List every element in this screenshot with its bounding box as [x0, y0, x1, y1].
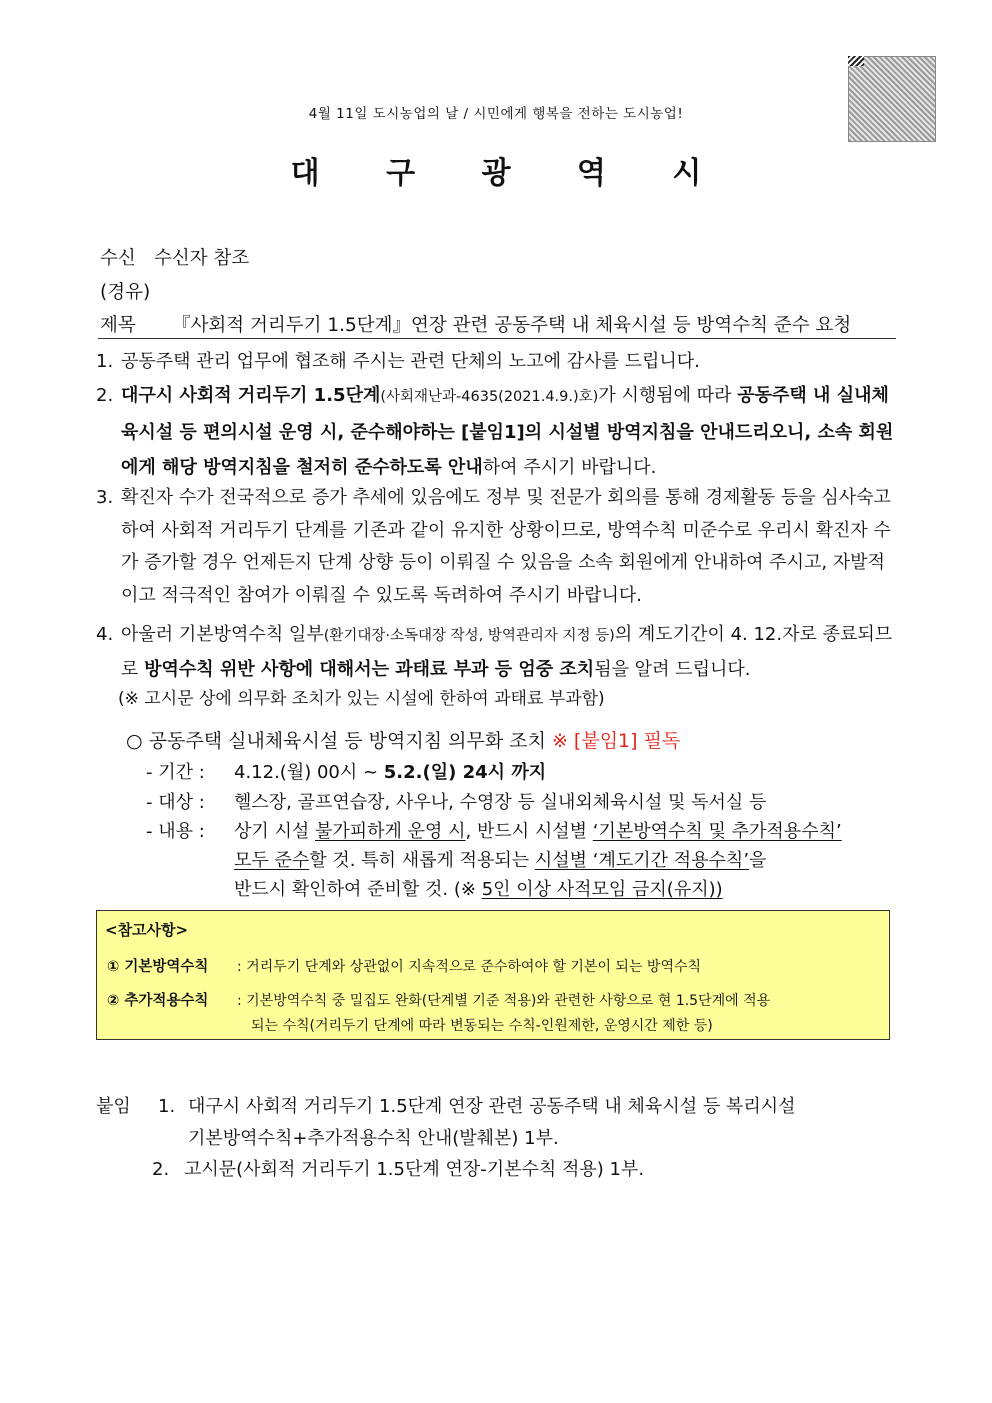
paragraph-number: 4. — [96, 624, 114, 645]
must-read-note: ※ [붙임1] 필독 — [551, 730, 681, 752]
attachment-2 — [152, 1155, 644, 1181]
paragraph-2 — [96, 378, 902, 485]
period-label: - 기간 : — [146, 762, 205, 783]
circle-bullet-icon: ○ — [126, 730, 143, 752]
highlight-text: 방역수칙 위반 사항에 대해서는 과태료 부과 등 엄중 조치 — [144, 659, 595, 680]
reference-box-title: <참고사항> — [105, 921, 189, 939]
target-value: 헬스장, 골프연습장, 사우나, 수영장 등 실내외체육시설 및 독서실 등 — [234, 792, 767, 813]
subject-row — [100, 311, 851, 337]
subject-label: 제목 — [100, 315, 136, 336]
recipient-row — [100, 244, 249, 270]
subject-value: 『사회적 거리두기 1.5단계』연장 관련 공동주택 내 체육시설 등 방역수칙 준수 요청 — [172, 315, 852, 336]
content-text: 반드시 확인하여 준비할 것. (※ — [234, 879, 482, 900]
highlight-text: 대구시 사회적 거리두기 1.5단계 — [121, 385, 381, 406]
content-text: 상기 시설 — [234, 821, 315, 842]
underlined-text: 모두 준수 — [234, 850, 310, 871]
paragraph-text: 가 시행됨에 따라 — [598, 385, 738, 406]
via-row: (경유) — [100, 282, 151, 303]
reference-term: ① 기본방역수칙 — [107, 959, 209, 975]
separator: : — [237, 993, 242, 1009]
highlight-text: 공동주택 내 실내체육시설 등 편의시설 운영 시, 준수해야하는 [붙임1]의 시설별 방역지침을 안내드리오니, 소속 회원에게 해당 방역지침을 철저히 준수하도록 안내 — [121, 385, 894, 478]
measure-content-line-3 — [234, 875, 723, 901]
content-label: - 내용 : — [146, 821, 205, 842]
attachment-text: 대구시 사회적 거리두기 1.5단계 연장 관련 공동주택 내 체육시설 등 복리시설 — [188, 1096, 796, 1117]
paragraph-text: 아울러 기본방역수칙 일부 — [121, 624, 324, 645]
period-end: 5.2.(일) 24시 까지 — [383, 762, 547, 783]
paragraph-text: 확진자 수가 전국적으로 증가 추세에 있음에도 정부 및 전문가 회의를 통해 경제활동 등을 심사숙고하여 사회적 거리두기 단계를 기존과 같이 유지한 상황이므로, 방역수칙 미준수로 우리시 확진자 수가 증가할 경우 언제든지 단계 상향 등이 이뤄질 수 있음을 소속 회원에게 안내하여 주시고, 자발적이고 적극적인 참여가 이뤄질 수 있도록 독려하여 주시기 바랍니다. — [121, 487, 891, 606]
recipient-value: 수신자 참조 — [154, 248, 250, 269]
paragraph-number: 3. — [96, 487, 114, 508]
reference-item-2 — [107, 989, 770, 1010]
qr-corner-mark — [848, 56, 864, 66]
reference-item-1 — [107, 955, 701, 976]
attachment-number: 1. — [158, 1096, 176, 1117]
reference-definition: 거리두기 단계와 상관없이 지속적으로 준수하여야 할 기본이 되는 방역수칙 — [246, 959, 702, 975]
reference-item-2-cont: 되는 수칙(거리두기 단계에 따라 변동되는 수칙-인원제한, 운영시간 제한 등) — [251, 1018, 713, 1034]
slogan: 4월 11일 도시농업의 날 / 시민에게 행복을 전하는 도시농업! — [308, 106, 684, 122]
underlined-text: 5인 이상 사적모임 금지(유지)) — [481, 879, 723, 900]
content-text: 할 것. 특히 새롭게 적용되는 — [309, 850, 535, 871]
paragraph-number: 2. — [96, 385, 114, 406]
paragraph-4 — [96, 618, 902, 686]
attachment-label: 붙임 — [96, 1096, 131, 1117]
reference-detail: (환기대장·소독대장 작성, 방역관리자 지정 등) — [323, 628, 615, 644]
attachment-text: 고시문(사회적 거리두기 1.5단계 연장-기본수칙 적용) 1부. — [184, 1159, 645, 1180]
qr-code-image — [848, 56, 936, 142]
paragraph-text: 하여 주시기 바랍니다. — [482, 457, 657, 478]
reference-term: ② 추가적용수칙 — [107, 993, 209, 1009]
reference-definition: 기본방역수칙 중 밀집도 완화(단계별 기준 적용)와 관련한 사항으로 현 1.5단계에 적용 — [246, 993, 771, 1009]
content-text: 을 — [749, 850, 767, 871]
separator: : — [237, 959, 242, 975]
organization-title: 대 구 광 역 시 — [290, 156, 730, 191]
underlined-text: ‘기본방역수칙 및 추가적용수칙’ — [592, 821, 842, 842]
attachment-1-cont: 기본방역수칙+추가적용수칙 안내(발췌본) 1부. — [188, 1128, 559, 1149]
measure-content-line-2 — [234, 846, 766, 872]
recipient-label: 수신 — [100, 248, 136, 269]
target-label: - 대상 : — [146, 792, 205, 813]
subject-divider — [98, 338, 896, 339]
measure-target — [146, 788, 766, 814]
period-start: 4.12.(월) 00시 ~ — [234, 762, 384, 783]
measure-content — [146, 817, 842, 843]
reference-number: (사회재난과-4635(2021.4.9.)호) — [380, 389, 599, 405]
paragraph-1 — [96, 346, 902, 378]
attachment-1 — [96, 1092, 795, 1118]
attachment-number: 2. — [152, 1159, 170, 1180]
paragraph-text: 됨을 알려 드립니다. — [594, 659, 751, 680]
paragraph-text: 의 계도기간이 4. 12.자로 종료되므로 — [121, 624, 893, 680]
paragraph-text: 공동주택 관리 업무에 협조해 주시는 관련 단체의 노고에 감사를 드립니다. — [121, 351, 700, 372]
underlined-text: 시설별 ‘계도기간 적용수칙’ — [534, 850, 750, 871]
measure-title: 공동주택 실내체육시설 등 방역지침 의무화 조치 — [148, 730, 546, 752]
fine-note: (※ 고시문 상에 의무화 조치가 있는 시설에 한하여 과태료 부과함) — [118, 689, 605, 709]
reference-box — [96, 910, 890, 1040]
measure-period — [146, 758, 546, 784]
content-text: , 반드시 시설별 — [465, 821, 593, 842]
underlined-text: 불가피하게 운영 시 — [315, 821, 466, 842]
paragraph-3 — [96, 482, 902, 612]
measure-heading — [126, 726, 680, 753]
paragraph-number: 1. — [96, 351, 114, 372]
